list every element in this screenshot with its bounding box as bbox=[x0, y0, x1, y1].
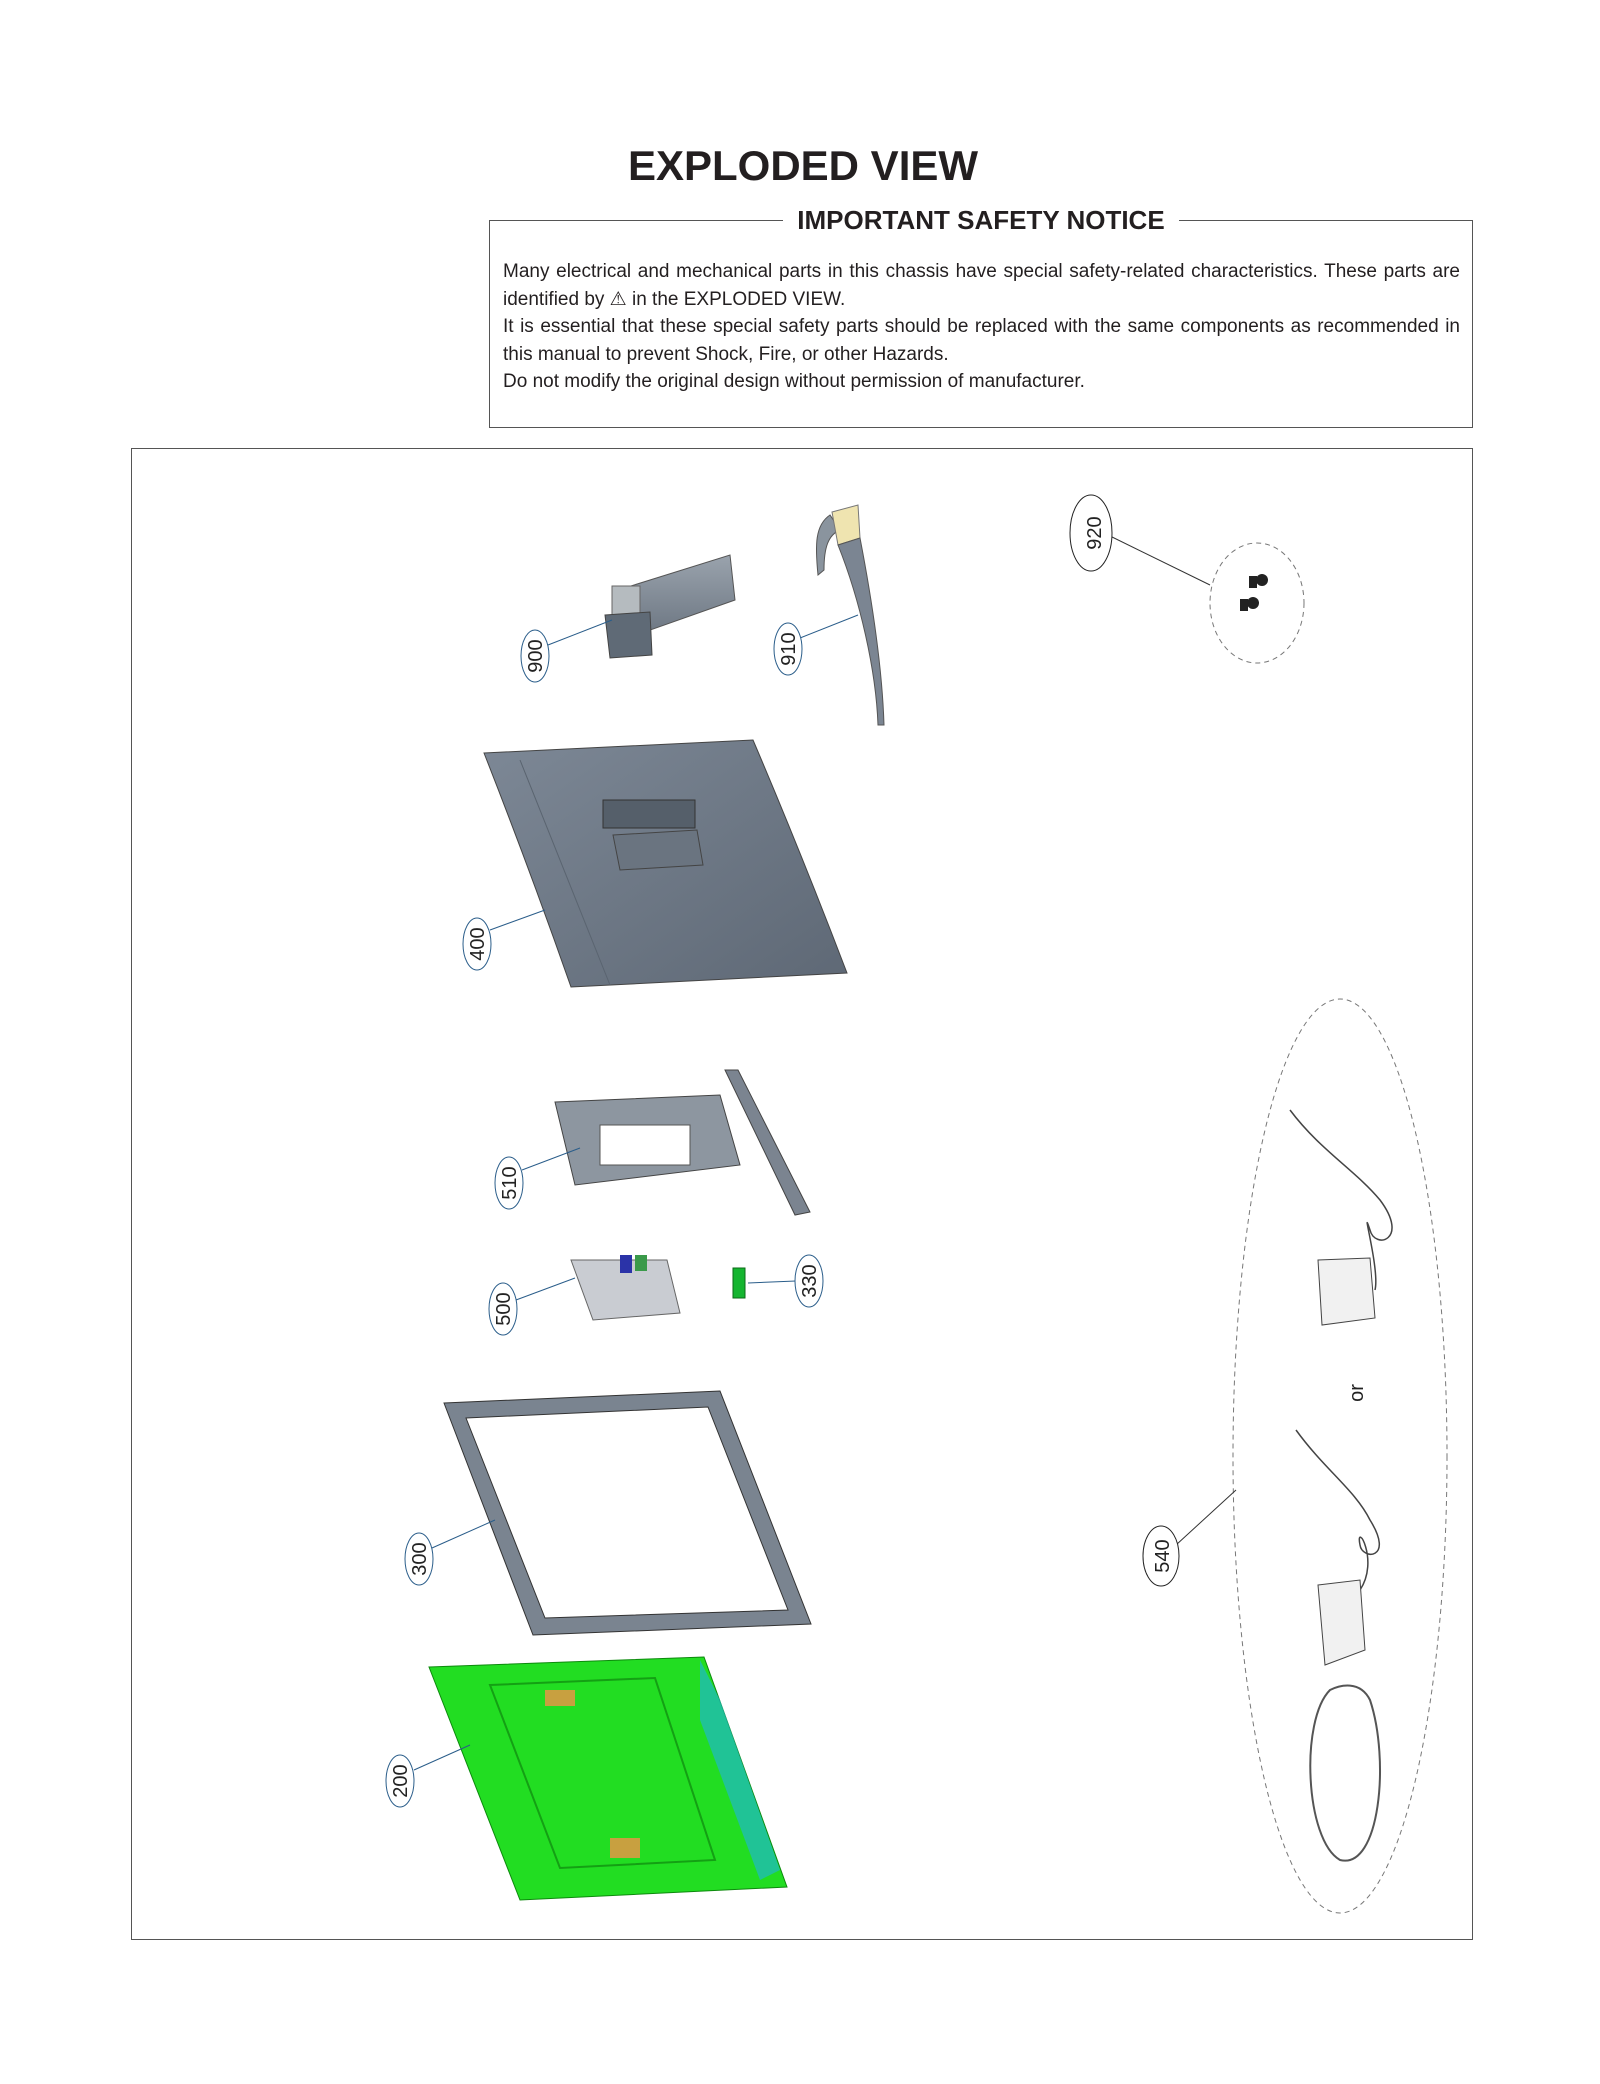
svg-text:300: 300 bbox=[409, 1542, 431, 1576]
svg-text:900: 900 bbox=[525, 639, 547, 673]
screws-part-920 bbox=[1210, 543, 1304, 663]
svg-text:400: 400 bbox=[467, 927, 489, 961]
chassis-frame-part-510 bbox=[555, 1070, 810, 1215]
svg-text:330: 330 bbox=[799, 1264, 821, 1298]
or-text: or bbox=[1346, 1384, 1368, 1402]
page-title: EXPLODED VIEW bbox=[627, 142, 979, 189]
notice-line: Do not modify the original design without permission of manufacturer. bbox=[503, 371, 1085, 392]
small-board-part-330 bbox=[733, 1268, 745, 1298]
main-board-part-500 bbox=[571, 1255, 680, 1320]
callout-900 bbox=[521, 630, 549, 682]
svg-text:540: 540 bbox=[1152, 1539, 1174, 1573]
screw-icon bbox=[1249, 574, 1268, 588]
callout-400 bbox=[463, 918, 491, 970]
notice-line: Many electrical and mechanical parts in this chassis have special safety-related characteristics. These parts are identified by ⚠ in the EXPLODED VIEW. bbox=[503, 261, 1460, 310]
back-cover-part-400 bbox=[484, 740, 847, 987]
stand-arm-part-910 bbox=[816, 505, 884, 725]
svg-text:510: 510 bbox=[499, 1166, 521, 1200]
svg-text:920: 920 bbox=[1084, 516, 1106, 550]
callout-200 bbox=[386, 1755, 414, 1807]
callout-510 bbox=[495, 1157, 523, 1209]
svg-text:500: 500 bbox=[493, 1292, 515, 1326]
callout-500 bbox=[489, 1283, 517, 1335]
callout-300 bbox=[405, 1533, 433, 1585]
ac-adapter-part-540 bbox=[1233, 999, 1447, 1913]
callout-910 bbox=[774, 623, 802, 675]
middle-frame-part-300 bbox=[444, 1391, 811, 1635]
svg-text:910: 910 bbox=[778, 632, 800, 666]
safety-notice-heading: IMPORTANT SAFETY NOTICE bbox=[783, 205, 1178, 235]
lcd-panel-part-200 bbox=[429, 1657, 787, 1900]
callout-920 bbox=[1070, 495, 1112, 571]
stand-body-part-900 bbox=[605, 555, 735, 658]
notice-line: It is essential that these special safety parts should be replaced with the same components as recommended in this manual to prevent Shock, Fire, or other Hazards. bbox=[503, 316, 1460, 365]
callout-330 bbox=[795, 1255, 823, 1307]
callout-540 bbox=[1143, 1526, 1179, 1586]
svg-text:200: 200 bbox=[390, 1764, 412, 1798]
screw-icon bbox=[1240, 597, 1259, 611]
